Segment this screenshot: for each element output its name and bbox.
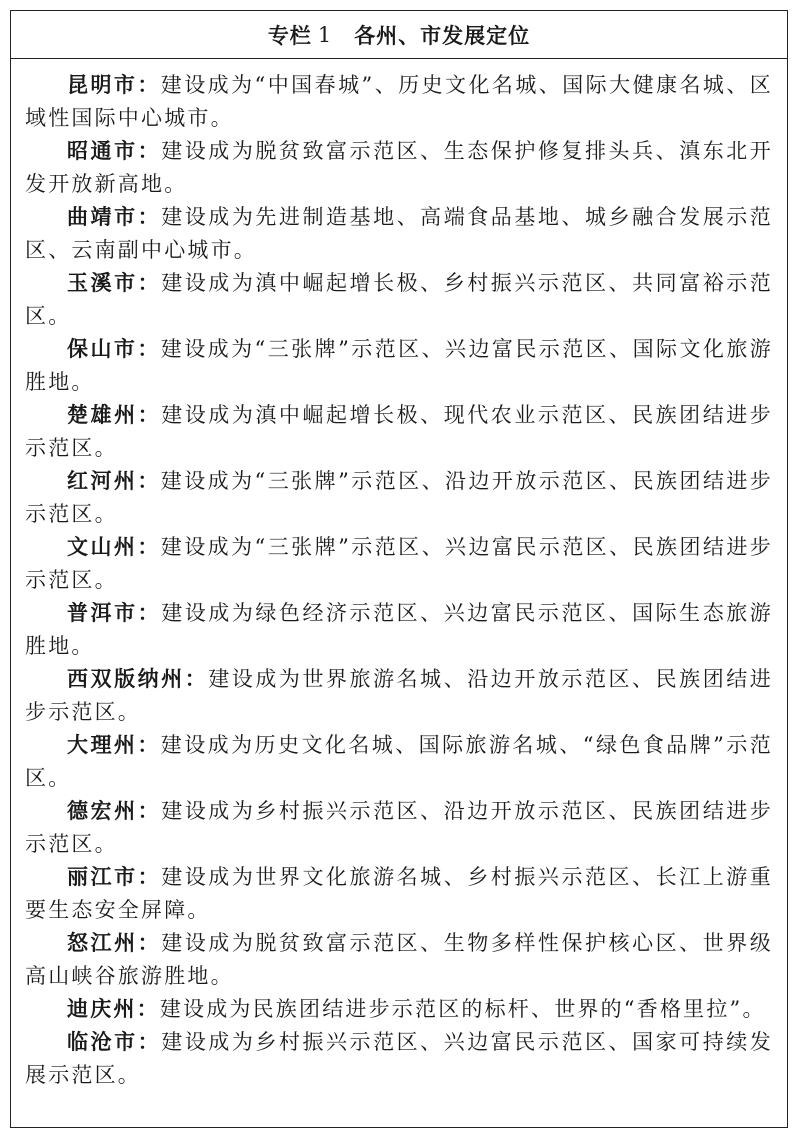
entry-text: 建设成为绿色经济示范区、兴边富民示范区、国际生态旅游胜地。	[25, 601, 773, 658]
entry-zhaotong	[25, 135, 773, 201]
entry-text: 建设成为脱贫致富示范区、生态保护修复排头兵、滇东北开发开放新高地。	[25, 139, 773, 196]
entry-wenshan	[25, 531, 773, 597]
entry-text: 建设成为乡村振兴示范区、沿边开放示范区、民族团结进步示范区。	[25, 799, 773, 856]
entry-text: 建设成为民族团结进步示范区的标杆、世界的“香格里拉”。	[159, 997, 766, 1021]
entry-name: 德宏州：	[67, 799, 162, 823]
entry-xishuangbanna	[25, 663, 773, 729]
title-text: 各州、市发展定位	[354, 23, 531, 48]
entry-dali	[25, 729, 773, 795]
entry-text: 建设成为“三张牌”示范区、兴边富民示范区、民族团结进步示范区。	[25, 535, 773, 592]
entry-dehong	[25, 795, 773, 861]
box-title	[11, 11, 787, 59]
entry-name: 普洱市：	[67, 601, 162, 625]
entry-kunming	[25, 69, 773, 135]
entry-lijiang	[25, 861, 773, 927]
entry-honghe	[25, 465, 773, 531]
entry-text: 建设成为“三张牌”示范区、沿边开放示范区、民族团结进步示范区。	[25, 469, 773, 526]
entry-name: 红河州：	[67, 469, 161, 493]
entry-diqing	[25, 993, 773, 1026]
entry-name: 大理州：	[67, 733, 161, 757]
entry-name: 曲靖市：	[67, 205, 162, 229]
entry-qujing	[25, 201, 773, 267]
entry-text: 建设成为“三张牌”示范区、兴边富民示范区、国际文化旅游胜地。	[25, 337, 773, 394]
title-number: 1	[317, 22, 333, 47]
entry-name: 昆明市：	[67, 73, 161, 97]
entry-text: 建设成为历史文化名城、国际旅游名城、“绿色食品牌”示范区。	[25, 733, 773, 790]
entry-nujiang	[25, 927, 773, 993]
entry-chuxiong	[25, 399, 773, 465]
entry-name: 丽江市：	[67, 865, 162, 889]
entry-name: 保山市：	[67, 337, 161, 361]
entry-text: 建设成为脱贫致富示范区、生物多样性保护核心区、世界级高山峡谷旅游胜地。	[25, 931, 773, 988]
entry-puer	[25, 597, 773, 663]
entry-text: 建设成为世界文化旅游名城、乡村振兴示范区、长江上游重要生态安全屏障。	[25, 865, 773, 922]
sidebar-box	[10, 10, 788, 1128]
entry-text: 建设成为滇中崛起增长极、乡村振兴示范区、共同富裕示范区。	[25, 271, 773, 328]
entry-text: 建设成为世界旅游名城、沿边开放示范区、民族团结进步示范区。	[25, 667, 773, 724]
entry-name: 楚雄州：	[67, 403, 162, 427]
entry-yuxi	[25, 267, 773, 333]
entry-baoshan	[25, 333, 773, 399]
entry-name: 昭通市：	[67, 139, 162, 163]
entry-lincang	[25, 1026, 773, 1092]
entry-name: 文山州：	[67, 535, 161, 559]
entry-name: 临沧市：	[67, 1030, 162, 1054]
entry-name: 玉溪市：	[67, 271, 162, 295]
title-prefix: 专栏	[267, 23, 312, 48]
entry-list	[11, 59, 787, 1092]
entry-text: 建设成为“中国春城”、历史文化名城、国际大健康名城、区域性国际中心城市。	[25, 73, 773, 130]
entry-name: 西双版纳州：	[67, 667, 209, 691]
entry-text: 建设成为乡村振兴示范区、兴边富民示范区、国家可持续发展示范区。	[25, 1030, 773, 1087]
entry-text: 建设成为先进制造基地、高端食品基地、城乡融合发展示范区、云南副中心城市。	[25, 205, 773, 262]
entry-name: 怒江州：	[67, 931, 162, 955]
entry-text: 建设成为滇中崛起增长极、现代农业示范区、民族团结进步示范区。	[25, 403, 773, 460]
entry-name: 迪庆州：	[67, 997, 160, 1021]
